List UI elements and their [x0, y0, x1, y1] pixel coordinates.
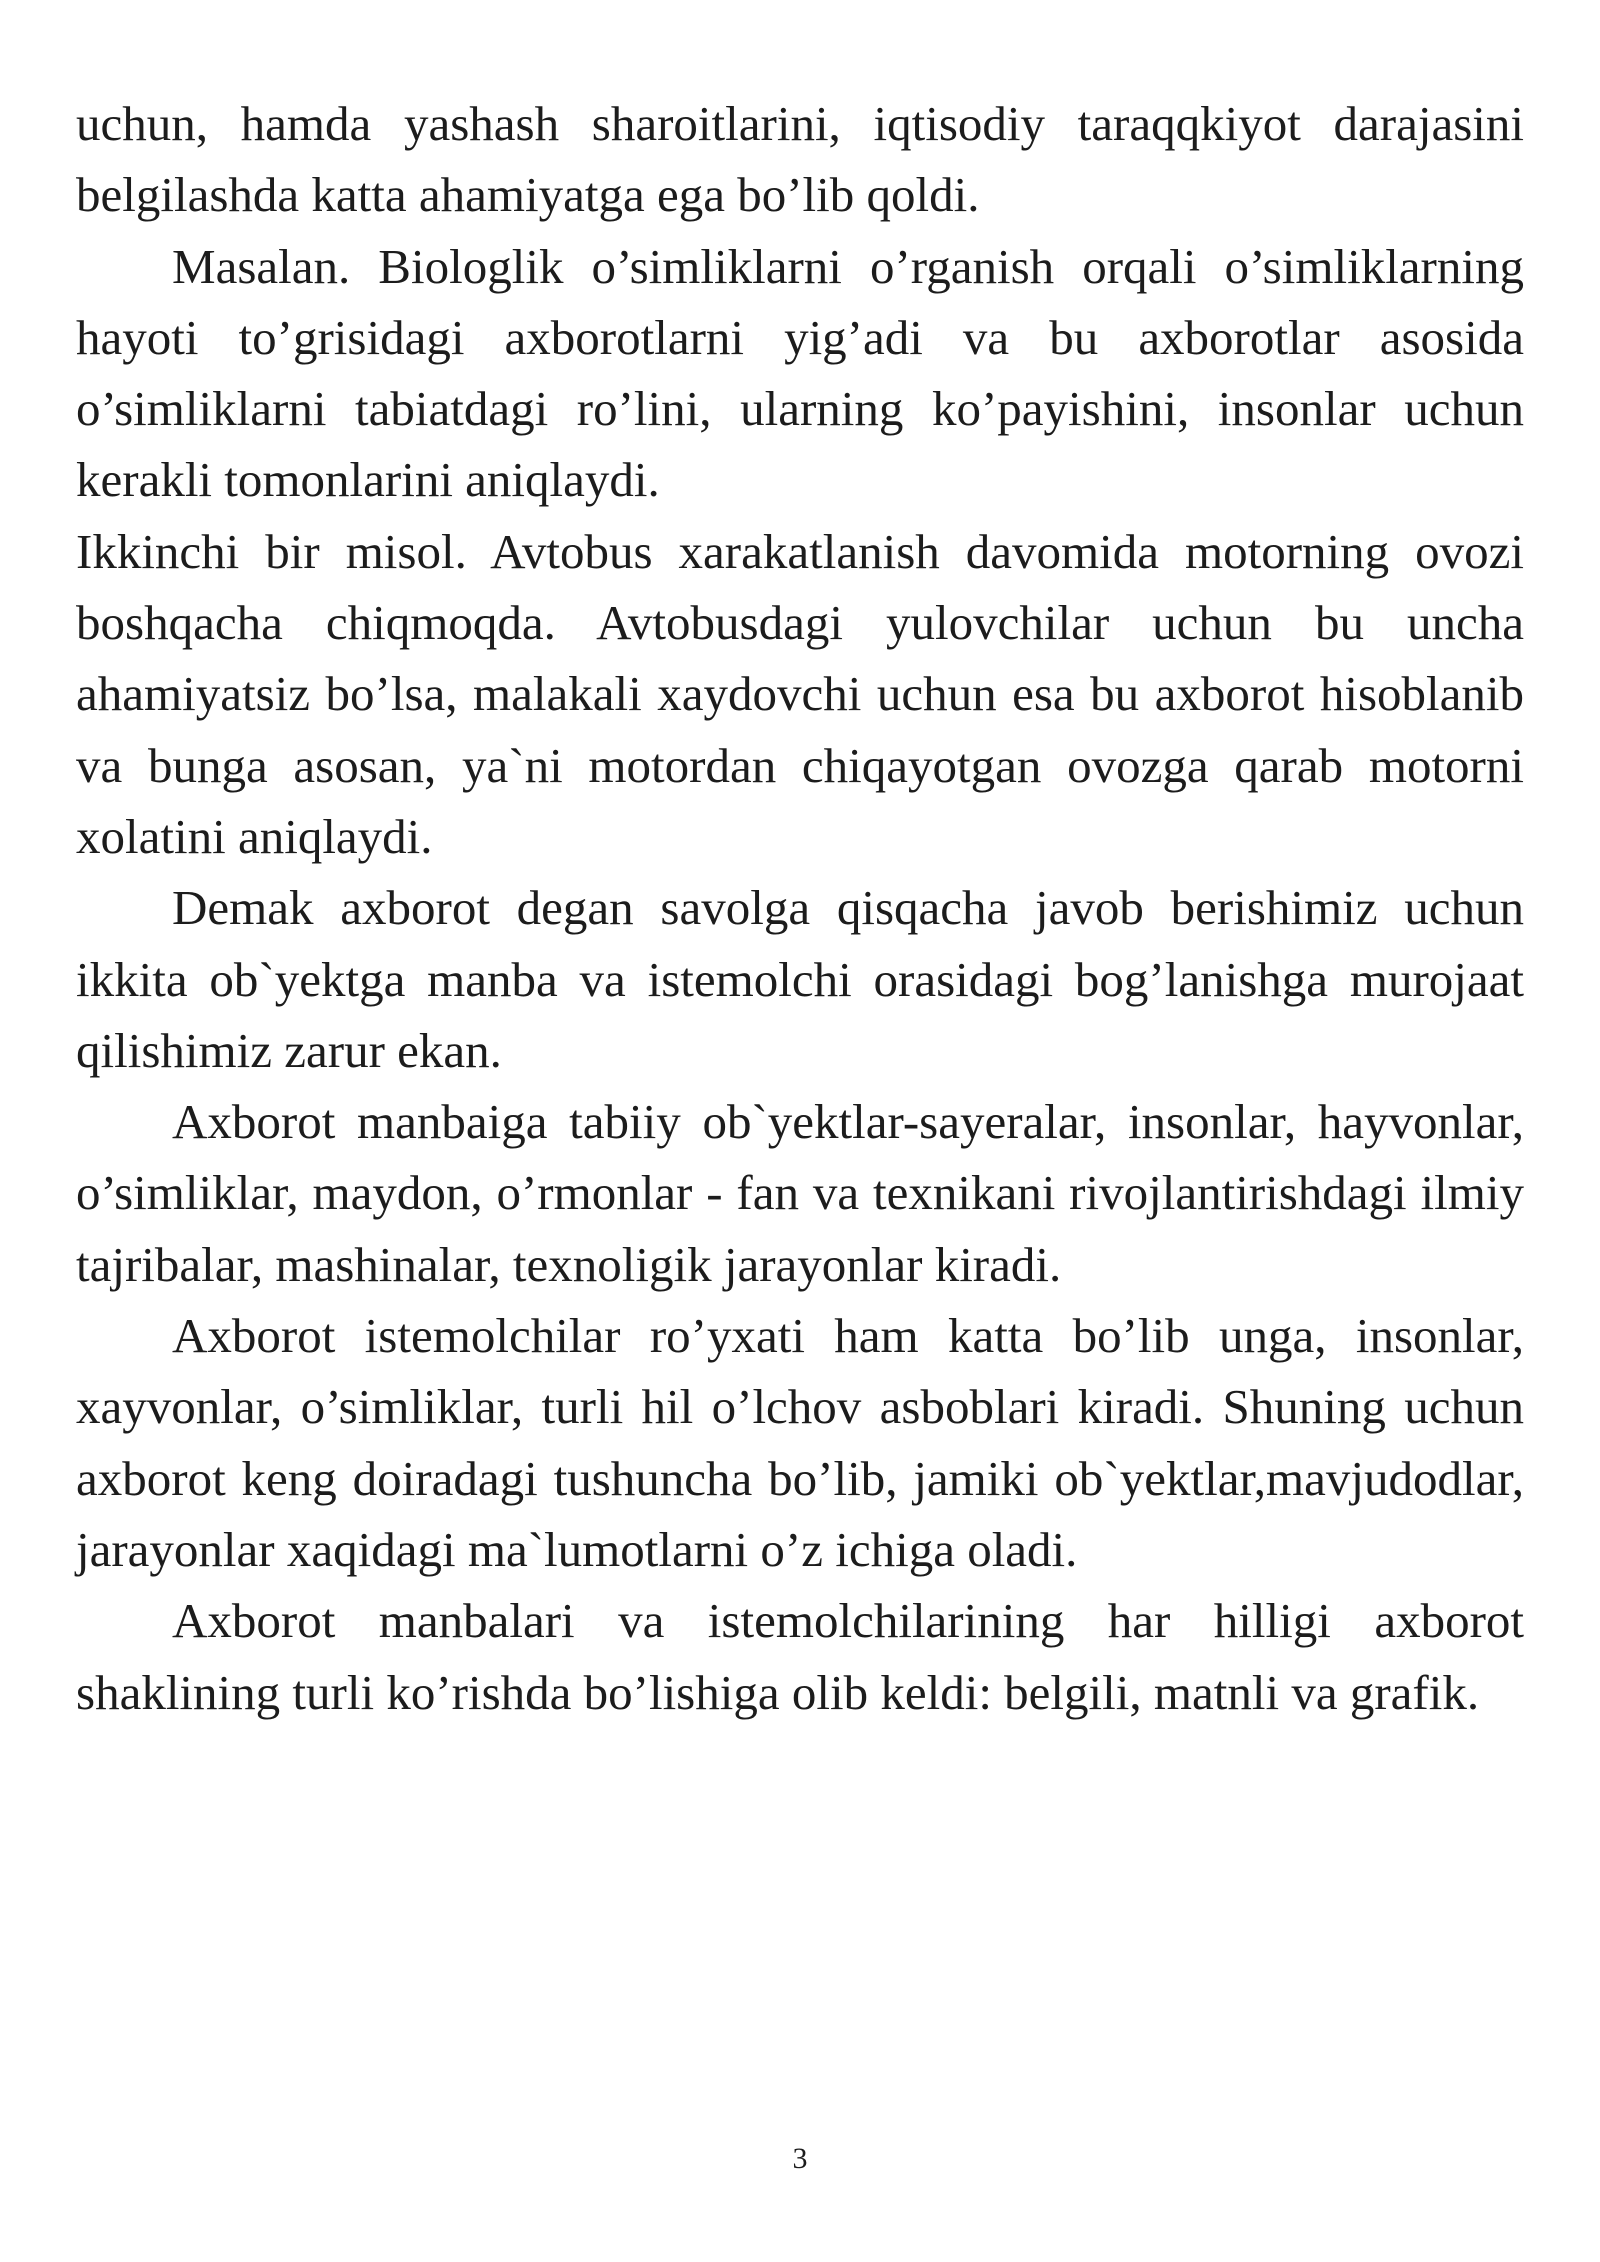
paragraph-information-sources: Axborot manbaiga tabiiy ob`yektlar-sayeralar, insonlar, hayvonlar, o’simliklar, maydon, o’rmonlar - fan va texnikani rivojlantirishdagi ilmiy tajribalar, mashinalar, texnoligik jarayonlar kiradi.: [76, 1094, 1524, 1292]
page-number: 3: [792, 2142, 808, 2175]
paragraph-information-forms: Axborot manbalari va istemolchilarining har hilligi axborot shaklining turli ko’rishda bo’lishiga olib keldi: belgili, matnli va grafik.: [76, 1593, 1524, 1720]
body-text: [76, 88, 1524, 1728]
paragraph-definition: Demak axborot degan savolga qisqacha javob berishimiz uchun ikkita ob`yektga manba va istemolchi orasidagi bog’lanishga murojaat qilishimiz zarur ekan.: [76, 880, 1524, 1078]
paragraph-information-consumers: Axborot istemolchilar ro’yxati ham katta bo’lib unga, insonlar, xayvonlar, o’simliklar, turli hil o’lchov asboblari kiradi. Shuning uchun axborot keng doiradagi tushuncha bo’lib, jamiki ob`yektlar,mavjudodlar, jarayonlar xaqidagi ma`lumotlarni o’z ichiga oladi.: [76, 1308, 1524, 1577]
paragraph-continuation: uchun, hamda yashash sharoitlarini, iqtisodiy taraqqkiyot darajasini belgilashda katta ahamiyatga ega bo’lib qoldi.: [76, 96, 1524, 223]
paragraph-biology-example: Masalan. Biologlik o’simliklarni o’rganish orqali o’simliklarning hayoti to’grisidagi axborotlarni yig’adi va bu axborotlar asosida o’simliklarni tabiatdagi ro’lini, ularning ko’payishini, insonlar uchun kerakli tomonlarini aniqlaydi.: [76, 238, 1524, 508]
paragraph-bus-example: Ikkinchi bir misol. Avtobus xarakatlanish davomida motorning ovozi boshqacha chiqmoqda. Avtobusdagi yulovchilar uchun bu uncha ahamiyatsiz bo’lsa, malakali xaydovchi uchun esa bu axborot hisoblanib va bunga asosan, ya`ni motordan chiqayotgan ovozga qarab motorni xolatini aniqlaydi.: [76, 523, 1524, 864]
